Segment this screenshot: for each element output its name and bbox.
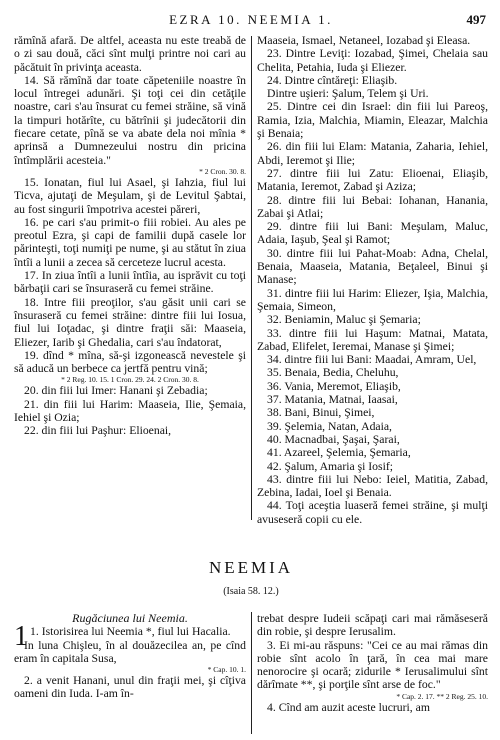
verse-41: 41. Azareel, Şelemia, Şemaria,	[267, 446, 411, 460]
section-title: Rugăciunea lui Neemia.	[72, 611, 188, 625]
verse-33: 33. dintre fiii lui Haşum: Matnai, Matata, Zabad, Elifelet, Ieremai, Manase şi Şimei;	[257, 326, 488, 353]
verse-2: 2. a venit Hanani, unul din fraţii mei, şi cîţiva oameni din Iuda. I-am în-	[14, 674, 246, 701]
running-title: EZRA 10. NEEMIA 1.	[169, 12, 333, 27]
chapter-numeral: 1	[14, 621, 28, 653]
footnote: * 2 Cron. 30. 8.	[199, 166, 246, 176]
verse-42: 42. Şalum, Amaria şi Iosif;	[267, 459, 393, 473]
column-divider	[251, 612, 252, 734]
verse-16: 16. pe cari s'au primit-o fiii robiei. Au ales pe preotul Ezra, şi capi de familii după casele lor părinteşti, toţi numiţi pe nume, şi au stătut în ziua întîi a lunii a zecea să cerceteze lucrul acesta.	[14, 215, 246, 269]
verse-1b: In luna Chişleu, în al douăzecilea an, pe cînd eram în capitala Susa,	[14, 638, 246, 665]
verse-28: 28. dintre fiii lui Bebai: Iohanan, Hanania, Zabai şi Atlai;	[257, 193, 488, 220]
running-header	[14, 8, 488, 30]
verse-18: 18. Intre fiii preoţilor, s'au găsit unii cari se însuraseră cu femei străine: dintre fiii lui Iosua, fiul lui Ioţadac, şi dintre fraţii săi: Maaseia, Eliezer, Iarib şi Ghedalia, cari s'au îndatorat,	[14, 295, 246, 349]
footnote: * 2 Reg. 10. 15. 1 Cron. 29. 24. 2 Cron. 30. 8.	[61, 375, 199, 385]
verse-15: 15. Ionatan, fiul lui Asael, şi Iahzia, fiul lui Ticva, ajutaţi de Meşulam, şi de Levitul Şabtai, au fost singurii împotriva acestei păreri,	[14, 175, 246, 216]
verse-35: 35. Benaia, Bedia, Cheluhu,	[267, 366, 399, 380]
bible-page	[14, 8, 488, 734]
verse-19: 19. dînd * mîna, să-şi izgonească nevestele şi să aducă un berbece ca jertfă pentru vină;	[14, 348, 246, 376]
verse-20: 20. din fiii lui Imer: Hanani şi Zebadia;	[24, 384, 208, 398]
right-column	[257, 34, 488, 526]
verse-31: 31. dintre fiii lui Harim: Eliezer, Işia, Malchia, Şemaia, Simeon,	[257, 286, 488, 313]
footnote: * Cap. 10. 1.	[207, 665, 246, 675]
verse-39: 39. Şelemia, Natan, Adaia,	[267, 419, 392, 433]
verse-34: 34. dintre fiii lui Bani: Maadai, Amram, Uel,	[267, 353, 477, 367]
left-column	[14, 34, 246, 438]
verse-37: 37. Matania, Matnai, Iaasai,	[267, 393, 398, 407]
book-title: NEEMIA	[208, 558, 294, 577]
verse-26: 26. din fiii lui Elam: Matania, Zaharia, Iehiel, Abdi, Ieremot şi Ilie;	[257, 140, 488, 167]
verse-32: 32. Beniamin, Maluc şi Şemaria;	[267, 313, 421, 327]
lower-right-column	[257, 612, 488, 714]
verse-21: 21. din fiii lui Harim: Maaseia, Ilie, Şemaia, Iehiel şi Ozia;	[14, 397, 246, 425]
verse-23: 23. Dintre Leviţi: Iozabad, Şimei, Chelaia sau Chelita, Petahia, Iuda şi Eliezer.	[257, 47, 488, 74]
column-divider	[251, 36, 252, 520]
verse-25: 25. Dintre cei din Israel: din fiii lui Pareoş, Ramia, Izia, Malchia, Miamin, Eleazar, Malchia şi Benaia;	[257, 100, 488, 141]
verse-text: Maaseia, Ismael, Netaneel, Iozabad şi Eleasa.	[257, 34, 471, 47]
verse-44: 44. Toţi aceştia luaseră femei străine, şi mulţi avuseseră copii cu ele.	[257, 499, 488, 526]
verse-text: rămînă afară. De altfel, aceasta nu este treabă de o zi sau două, căci sînt mulţi printre noi cari au păcătuit în privinţa aceasta.	[14, 34, 246, 74]
book-cross-reference: (Isaia 58. 12.)	[223, 586, 279, 597]
verse-2-cont: trebat despre Iudeii scăpaţi cari mai rămăseseră din robie, şi despre Ierusalim.	[257, 612, 488, 639]
verse-40: 40. Macnadbai, Şaşai, Şarai,	[267, 432, 400, 446]
verse-38: 38. Bani, Binui, Şimei,	[267, 406, 375, 420]
footnote: * Cap. 2. 17. ** 2 Reg. 25. 10.	[396, 691, 488, 701]
verse-1: 1. Istorisirea lui Neemia *, fiul lui Hacalia.	[30, 625, 231, 639]
verse-24b: Dintre uşieri: Şalum, Telem şi Uri.	[267, 87, 429, 101]
page-number: 497	[466, 12, 486, 27]
verse-36: 36. Vania, Meremot, Eliaşib,	[267, 379, 401, 393]
verse-30: 30. dintre fiii lui Pahat-Moab: Adna, Chelal, Benaia, Maaseia, Matania, Beţaleel, Binui şi Manase;	[257, 246, 488, 287]
verse-22: 22. din fiii lui Paşhur: Elioenai,	[24, 424, 172, 438]
verse-4: 4. Cînd am auzit aceste lucruri, am	[267, 700, 430, 714]
verse-29: 29. dintre fiii lui Bani: Meşulam, Maluc, Adaia, Iaşub, Şeal şi Ramot;	[257, 220, 488, 247]
verse-17: 17. In ziua întîi a lunii întîia, au isprăvit cu toţi bărbaţii cari se însuraseră cu femei străine.	[14, 269, 246, 296]
verse-24: 24. Dintre cîntăreţi: Eliaşib.	[267, 73, 398, 87]
verse-3: 3. Ei mi-au răspuns: "Cei ce au mai rămas din robie sînt acolo în ţară, în cea mai mare nenorocire şi ocară; zidurile * Ierusalimului sînt dărîmate **, şi porţile sînt arse de foc."	[257, 638, 488, 692]
lower-left-column	[14, 612, 246, 701]
verse-43: 43. dintre fiii lui Nebo: Ieiel, Matitia, Zabad, Zebina, Iadai, Ioel şi Benaia.	[257, 472, 488, 500]
verse-27: 27. dintre fiii lui Zatu: Elioenai, Eliaşib, Matania, Ieremot, Zabad şi Aziza;	[257, 166, 488, 194]
verse-14: 14. Să rămînă dar toate căpeteniile noastre în locul întregei adunări. Şi toţi cei din cetăţile noastre, cari s'au însurat cu femei străine, să vină la timpuri hotărîte, cu bătrînii şi judecătorii din fiecare cetate, pînă se va abate dela noi mînia * aprinsă a Dumnezeului nostru din pricina întîmplării acesteia."	[14, 73, 246, 167]
